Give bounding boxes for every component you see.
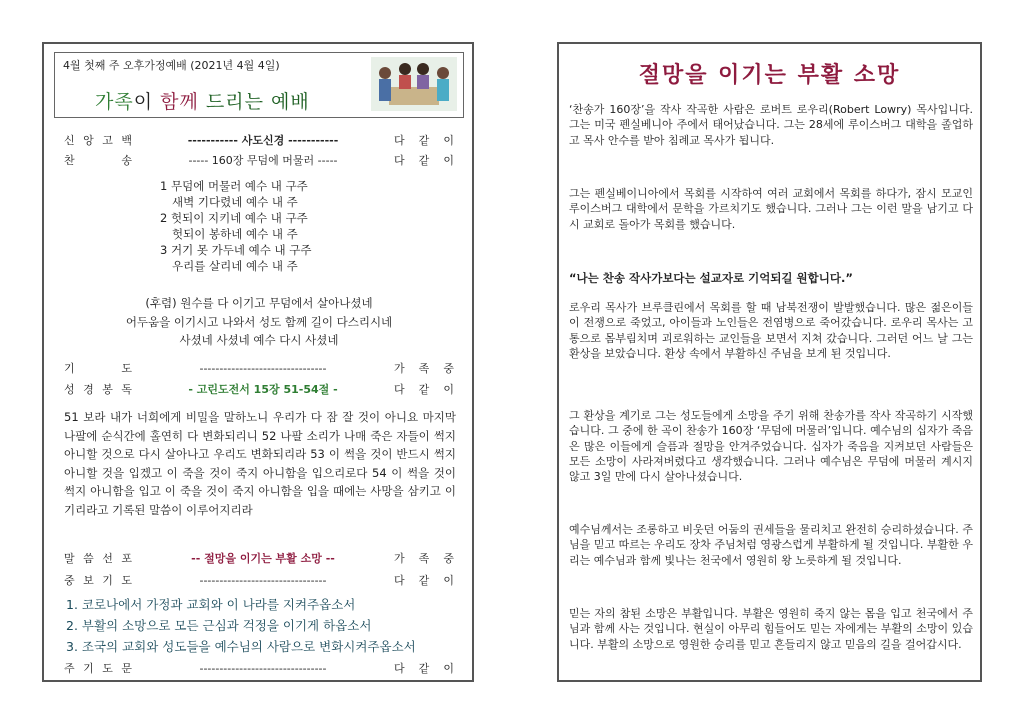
order-item: -- 절망을 이기는 부활 소망 -- — [191, 552, 335, 565]
order-prayer — [64, 360, 454, 376]
order-hymn — [64, 152, 454, 168]
order-leader: 다 같 이 — [394, 154, 454, 167]
sermon-title: 절망을 이기는 부활 소망 — [638, 63, 901, 88]
order-item: ----------- 사도신경 ----------- — [187, 134, 339, 147]
left-page — [42, 42, 474, 682]
order-item: -------------------------------- — [199, 661, 327, 675]
order-leader: 가 족 중 — [394, 552, 454, 565]
order-scripture-reading — [64, 381, 454, 397]
order-label: 중 보 기 도 — [64, 574, 132, 587]
order-leader: 다 같 이 — [394, 574, 454, 587]
prayer-item: 1. 코로나에서 가정과 교회와 이 나라를 지켜주옵소서 — [66, 597, 356, 612]
sermon-paragraph: 믿는 자의 참된 소망은 부활입니다. 부활은 영원히 죽지 않는 몸을 입고 천국에서 주님과 함께 사는 것입니다. 현실이 아무리 힘들어도 믿는 자에게는 부활의 소망이 있습니다. 부활의 소망으로 영원한 승리를 믿고 흔들리지 않고 믿음의 길을 걸어갑시다. — [569, 607, 973, 651]
order-label: 성 경 봉 독 — [64, 383, 132, 396]
service-date: 4월 첫째 주 오후가정예배 (2021년 4월 4일) — [63, 59, 280, 72]
title-word-family: 가족 — [95, 91, 134, 113]
order-leader: 다 같 이 — [394, 662, 454, 675]
order-leader: 다 같 이 — [394, 134, 454, 147]
right-page — [557, 42, 982, 682]
order-confession — [64, 132, 454, 148]
order-item: -------------------------------- — [199, 573, 327, 587]
order-item: -------------------------------- — [199, 361, 327, 375]
prayer-list — [66, 594, 416, 657]
scripture-text: 51 보라 내가 너희에게 비밀을 말하노니 우리가 다 잠 잘 것이 아니요 마지막 나팔에 순식간에 홀연히 다 변화되리니 52 나팔 소리가 나매 죽은 자들이 썩지 아니할 것으로 다시 살아나고 우리도 변화되리라 53 이 썩을 것이 반드시 썩지 아니할 것을 입겠고 이 죽을 것이 죽지 아니함을 입으리로다 54 이 썩을 것이 썩지 아니함을 입고 이 죽을 것이 죽지 아니함을 입을 때에는 사망을 삼키고 이기리라고 기록된 말씀이 이루어지리라 — [64, 410, 456, 517]
order-sermon — [64, 550, 454, 566]
order-item: ----- 160장 무덤에 머물러 ----- — [188, 154, 338, 167]
sermon-paragraph: 그 환상을 계기로 그는 성도들에게 소망을 주기 위해 찬송가를 작사 작곡하기 시작했습니다. 그 중에 한 곡이 찬송가 160장 ‘무덤에 머물러’입니다. 예수님의 십자가 죽음은 많은 이들에게 슬픔과 절망을 안겨주었습니다. 십자가 죽음을 지켜보던 사람들은 모든 소망이 사라져버렸다고 생각했습니다. 그러나 예수님은 무덤에 머물러 계시지 않고 3일 만에 다시 살아나셨습니다. — [569, 409, 973, 484]
chorus-line: 어두움을 이기시고 나와서 성도 함께 길이 다스리시네 — [125, 314, 393, 329]
order-leader: 다 같 이 — [394, 383, 454, 396]
order-intercession — [64, 572, 454, 588]
sermon-paragraph: 예수님께서는 조롱하고 비웃던 어둠의 권세들을 물리치고 완전히 승리하셨습니다. 주님을 믿고 따르는 우리도 장차 주님처럼 영광스럽게 부활하게 될 것입니다. 부활한 우리는 예수님과 함께 빛나는 천국에서 영원히 왕 노릇하게 될 것입니다. — [569, 523, 973, 567]
order-item: - 고린도전서 15장 51-54절 - — [188, 383, 338, 396]
hymn-line: 3 거기 못 가두네 예수 내 구주 — [160, 243, 312, 257]
order-label: 찬 송 — [64, 154, 132, 167]
hymn-chorus — [64, 294, 454, 350]
sermon-paragraph: ‘찬송가 160장’을 작사 작곡한 사람은 로버트 로우리(Robert Lowry) 목사입니다. 그는 미국 펜실베니아 주에서 태어났습니다. 그는 28세에 루이스버그 대학을 졸업하고 목사 안수를 받아 침례교 목사가 됩니다. — [569, 103, 973, 147]
hymn-lyrics — [160, 178, 311, 274]
prayer-item: 3. 조국의 교회와 성도들을 예수님의 사람으로 변화시켜주옵소서 — [66, 639, 416, 654]
family-illustration-icon — [371, 57, 457, 111]
order-label: 주 기 도 문 — [64, 662, 132, 675]
order-label: 신 앙 고 백 — [64, 134, 132, 147]
sermon-paragraph: 그는 펜실베이니아에서 목회를 시작하여 여러 교회에서 목회를 하다가, 잠시 모교인 루이스버그 대학에서 문학을 가르치기도 했습니다. 그러나 그는 이런 말을 남기고 다시 교회로 돌아가 목회를 했습니다. — [569, 187, 973, 231]
service-title — [95, 87, 310, 114]
hymn-line: 2 헛되이 지키네 예수 내 구주 — [160, 211, 308, 225]
title-word-i: 이 — [133, 91, 161, 113]
hymn-line: 우리를 살리네 예수 내 주 — [172, 259, 298, 273]
header-box — [54, 52, 464, 118]
order-lords-prayer — [64, 660, 454, 676]
sermon-quote: “나는 찬송 작사가보다는 설교자로 기억되길 원합니다.” — [569, 271, 853, 285]
chorus-line: 사셨네 사셨네 예수 다시 사셨네 — [179, 333, 339, 347]
hymn-line: 1 무덤에 머물러 예수 내 구주 — [160, 179, 308, 193]
order-leader: 가 족 중 — [394, 362, 454, 375]
sermon-paragraph: 로우리 목사가 브루클린에서 목회를 할 때 남북전쟁이 발발했습니다. 많은 젊은이들이 전쟁으로 죽었고, 아이들과 노인들은 전염병으로 죽어갔습니다. 로우리 목사는 고통으로 몸부림치며 괴로워하는 교인들을 보면서 지쳐 갔습니다. 그러던 어느 날 그는 환상을 보았습니다. 환상 속에서 부활하신 주님을 보게 된 것입니다. — [569, 301, 973, 360]
prayer-item: 2. 부활의 소망으로 모든 근심과 걱정을 이기게 하옵소서 — [66, 618, 372, 633]
order-label: 기 도 — [64, 362, 132, 375]
chorus-line: (후렴) 원수를 다 이기고 무덤에서 살아나셨네 — [145, 296, 373, 310]
hymn-line: 새벽 기다렸네 예수 내 주 — [172, 195, 298, 209]
title-word-worship: 드리는 예배 — [198, 91, 310, 113]
hymn-line: 헛되이 봉하네 예수 내 주 — [172, 227, 298, 241]
title-word-together: 함께 — [160, 91, 199, 113]
order-label: 말 씀 선 포 — [64, 552, 132, 565]
